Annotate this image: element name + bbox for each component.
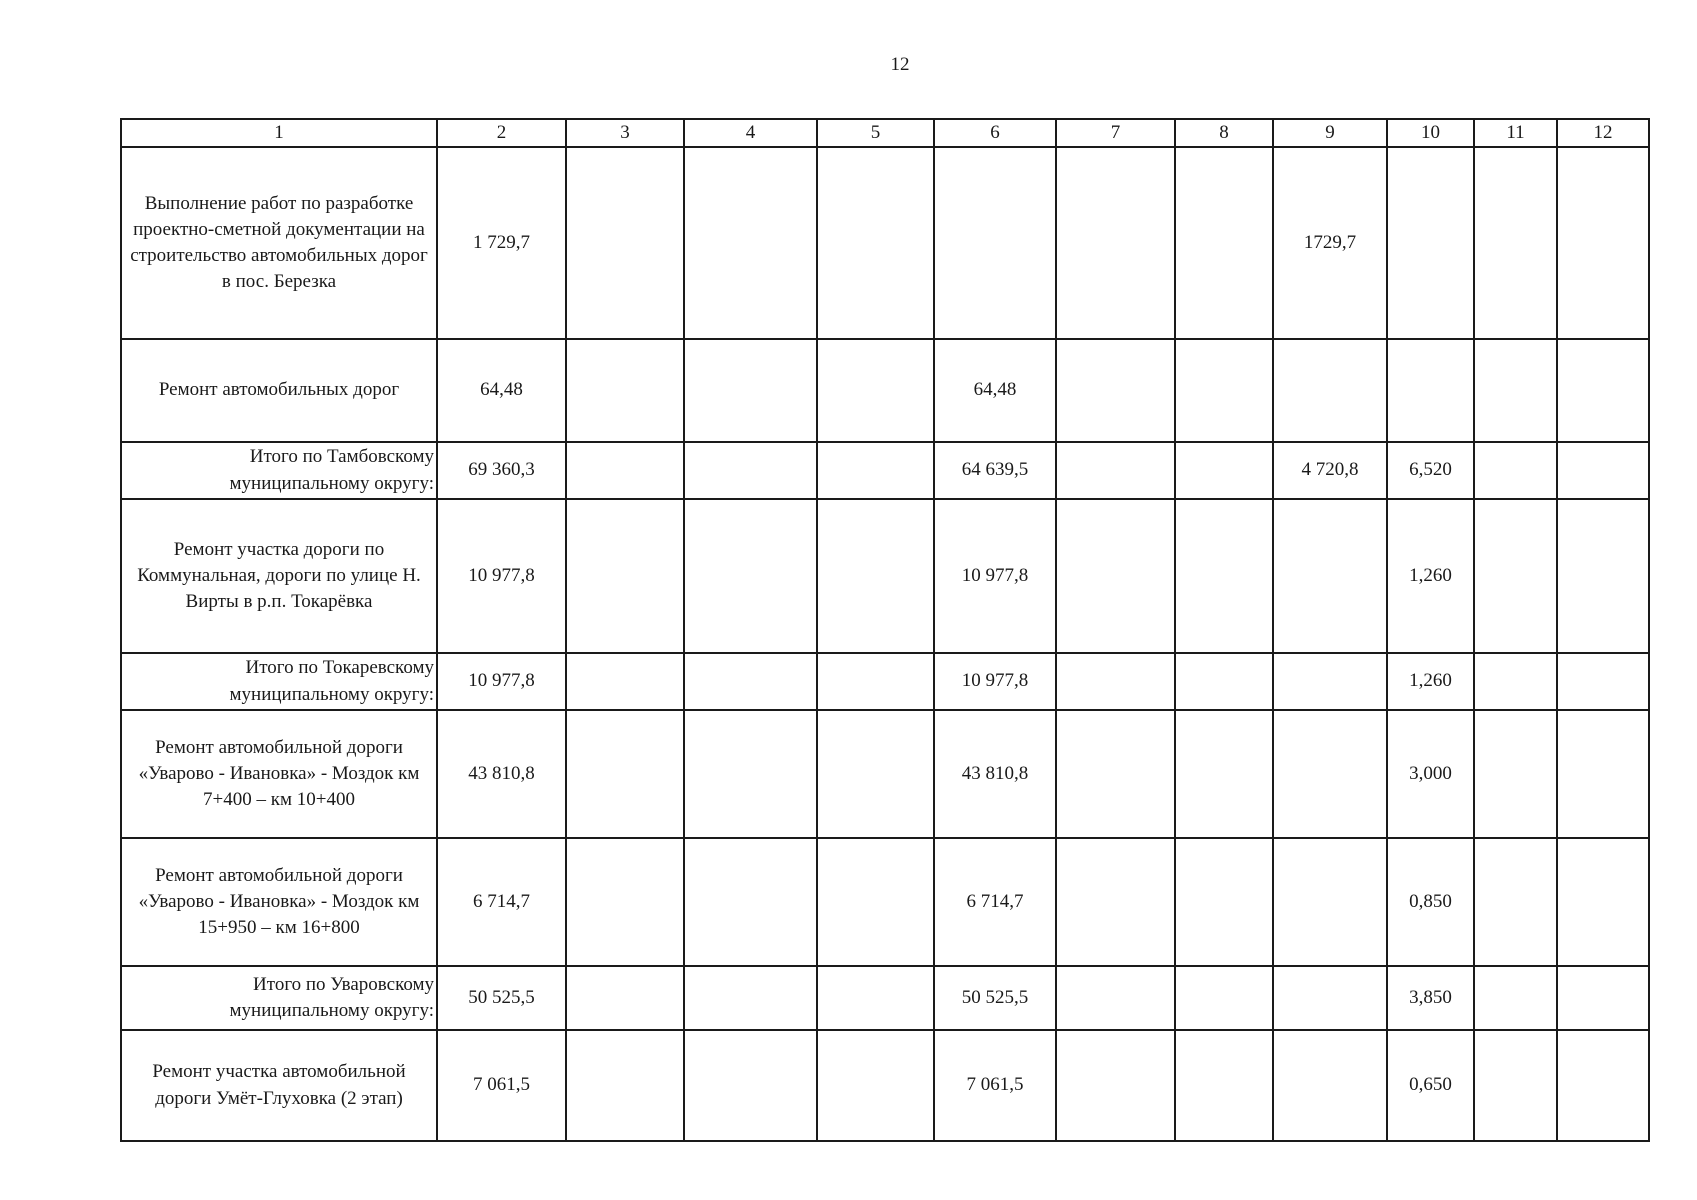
table-cell: 43 810,8 [934,710,1056,838]
table-cell [684,966,817,1030]
column-header: 11 [1474,119,1557,147]
table-cell [1175,710,1273,838]
table-cell [566,966,684,1030]
table-cell [1557,838,1649,966]
column-header: 12 [1557,119,1649,147]
table-cell [566,1030,684,1141]
table-cell [1175,966,1273,1030]
table-cell: 6,520 [1387,442,1474,499]
table-cell: 6 714,7 [934,838,1056,966]
table-cell [817,499,934,653]
table-cell [1387,147,1474,339]
table-cell [1474,147,1557,339]
column-header: 10 [1387,119,1474,147]
column-header: 2 [437,119,566,147]
table-cell: 64 639,5 [934,442,1056,499]
table-cell [566,339,684,442]
table-cell [1056,710,1175,838]
table-cell: 1,260 [1387,499,1474,653]
table-cell [1175,339,1273,442]
table-cell: 7 061,5 [934,1030,1056,1141]
table-cell [817,838,934,966]
table-cell [566,442,684,499]
table-cell [1056,966,1175,1030]
table-cell [566,710,684,838]
table-cell: 6 714,7 [437,838,566,966]
table-cell [1056,499,1175,653]
table-cell [1557,653,1649,710]
table-cell [1557,147,1649,339]
table-cell [1474,1030,1557,1141]
table-cell [684,1030,817,1141]
table-cell: 0,850 [1387,838,1474,966]
row-title: Ремонт автомобильных дорог [121,339,437,442]
table-cell [1557,339,1649,442]
table-cell: 3,850 [1387,966,1474,1030]
table-cell: 1 729,7 [437,147,566,339]
table-cell [684,653,817,710]
total-row [121,442,1649,499]
table-cell: 10 977,8 [437,653,566,710]
page-number: 12 [890,54,910,75]
budget-table [120,118,1650,1142]
table-cell: 3,000 [1387,710,1474,838]
table-cell: 10 977,8 [437,499,566,653]
table-cell [1273,710,1387,838]
row-title: Выполнение работ по разработке проектно-сметной документации на строительство автомобильных дорог в пос. Березка [121,147,437,339]
row-title: Ремонт участка автомобильной дороги Умёт-Глуховка (2 этап) [121,1030,437,1141]
table-cell [1474,653,1557,710]
table-cell [566,653,684,710]
table-cell [817,653,934,710]
table-cell: 1729,7 [1273,147,1387,339]
row-title: Ремонт автомобильной дороги «Уварово - Ивановка» - Моздок км 7+400 – км 10+400 [121,710,437,838]
row-title: Ремонт участка дороги по Коммунальная, дороги по улице Н. Вирты в р.п. Токарёвка [121,499,437,653]
table-header [121,119,1649,147]
table-cell: 4 720,8 [1273,442,1387,499]
table-cell [1056,147,1175,339]
column-header: 3 [566,119,684,147]
table-cell [1474,499,1557,653]
table-cell [817,147,934,339]
table-cell [1557,442,1649,499]
row-title: Итого по Тамбовскому муниципальному округу: [121,442,437,499]
table-cell [1273,339,1387,442]
total-row [121,653,1649,710]
column-header: 4 [684,119,817,147]
table-cell [817,966,934,1030]
table-cell [684,710,817,838]
table-cell [1175,838,1273,966]
table-body [121,147,1649,1141]
table-cell [1273,1030,1387,1141]
table-cell [934,147,1056,339]
table-cell: 10 977,8 [934,499,1056,653]
table-cell [1175,499,1273,653]
table-cell [684,147,817,339]
table-cell [1557,966,1649,1030]
table-cell [817,442,934,499]
table-cell [1175,1030,1273,1141]
table-cell [566,499,684,653]
table-row [121,499,1649,653]
table-cell: 64,48 [934,339,1056,442]
table-cell [1474,966,1557,1030]
table-cell [1056,838,1175,966]
table-cell [1474,710,1557,838]
table-cell [1056,1030,1175,1141]
table-cell [1474,442,1557,499]
table-cell [1175,653,1273,710]
table-cell [1056,339,1175,442]
table-cell [566,838,684,966]
table-cell [817,710,934,838]
table-cell: 50 525,5 [437,966,566,1030]
table-cell [1387,339,1474,442]
table-cell: 7 061,5 [437,1030,566,1141]
table-cell: 64,48 [437,339,566,442]
table-cell [817,1030,934,1141]
table-cell [1175,147,1273,339]
table-row [121,1030,1649,1141]
table-row [121,710,1649,838]
table-row [121,147,1649,339]
table-cell: 0,650 [1387,1030,1474,1141]
table-cell: 1,260 [1387,653,1474,710]
column-header: 5 [817,119,934,147]
table-cell [1474,339,1557,442]
table-cell [1273,499,1387,653]
table-cell [1273,653,1387,710]
table-cell: 50 525,5 [934,966,1056,1030]
table-cell [684,442,817,499]
table-cell: 69 360,3 [437,442,566,499]
table-cell [1557,710,1649,838]
table-cell [1474,838,1557,966]
column-header: 1 [121,119,437,147]
column-number-row [121,119,1649,147]
row-title: Итого по Токаревскому муниципальному округу: [121,653,437,710]
table-cell [1273,966,1387,1030]
table-row [121,339,1649,442]
table-cell [684,499,817,653]
table-cell [817,339,934,442]
total-row [121,966,1649,1030]
table-cell [1273,838,1387,966]
column-header: 8 [1175,119,1273,147]
table-cell: 43 810,8 [437,710,566,838]
table-row [121,838,1649,966]
row-title: Ремонт автомобильной дороги «Уварово - Ивановка» - Моздок км 15+950 – км 16+800 [121,838,437,966]
table-cell: 10 977,8 [934,653,1056,710]
column-header: 9 [1273,119,1387,147]
column-header: 6 [934,119,1056,147]
table-cell [1557,499,1649,653]
table-cell [1175,442,1273,499]
table-cell [684,339,817,442]
table-cell [1557,1030,1649,1141]
column-header: 7 [1056,119,1175,147]
table-cell [1056,653,1175,710]
table-cell [1056,442,1175,499]
table-cell [684,838,817,966]
row-title: Итого по Уваровскому муниципальному округу: [121,966,437,1030]
table-cell [566,147,684,339]
